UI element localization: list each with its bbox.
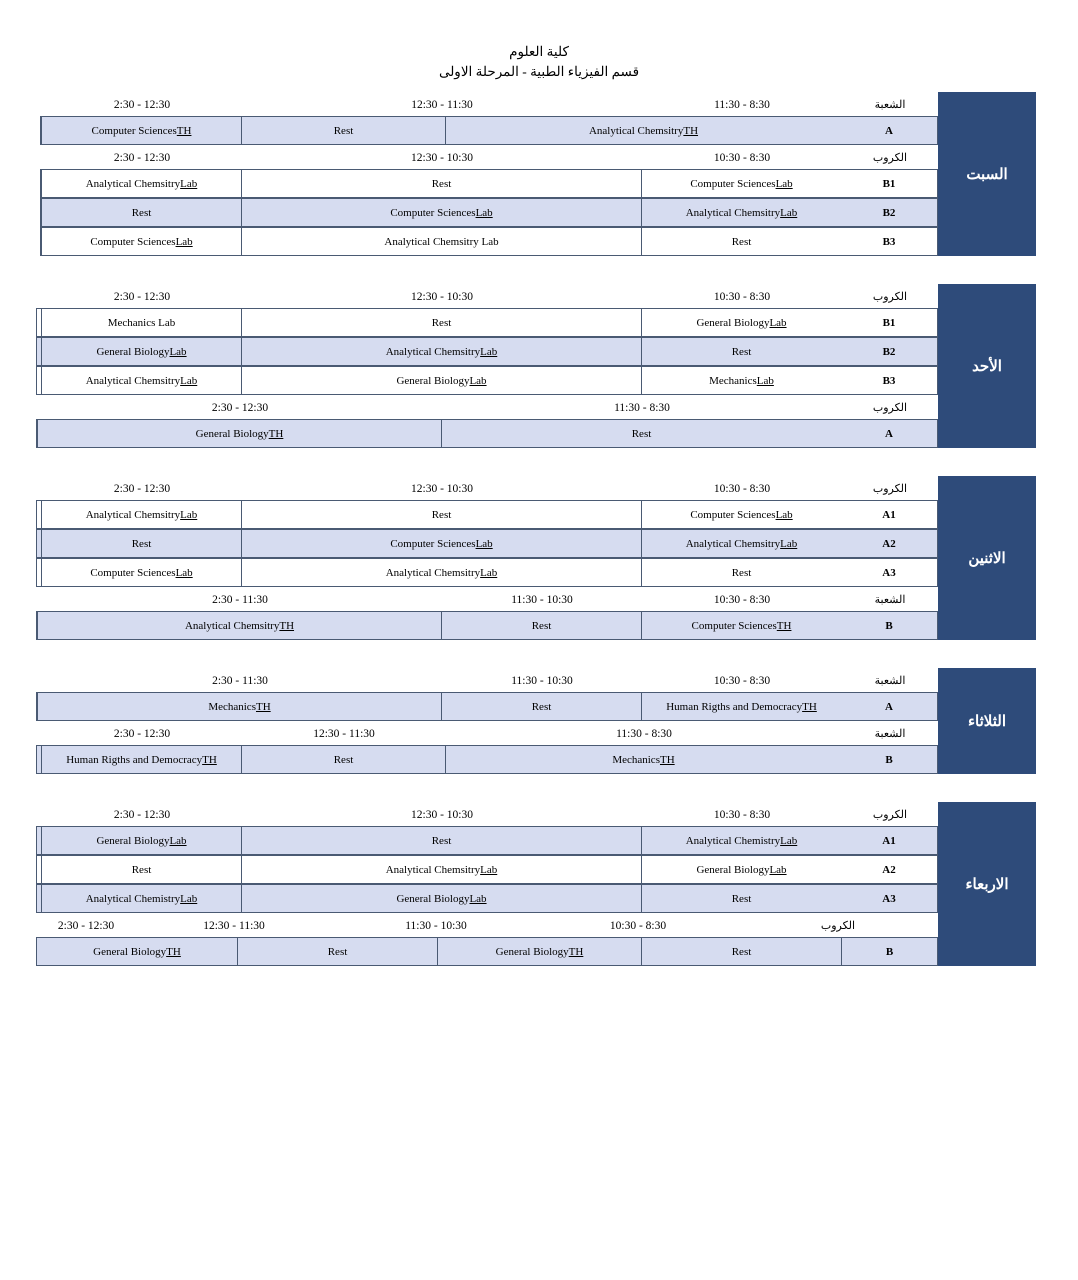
session-type: TH <box>568 946 584 958</box>
time-header-row <box>36 668 938 692</box>
block-spacer <box>0 774 1078 802</box>
table-row <box>36 826 938 855</box>
time-slot-label: 2:30 - 12:30 <box>57 919 115 932</box>
time-header-row <box>36 284 938 308</box>
table-row <box>36 558 938 587</box>
session-cell: Computer Sciences TH <box>41 117 241 144</box>
session-cell: Rest <box>641 938 841 965</box>
day-label: السبت <box>938 92 1036 256</box>
table-row <box>40 198 938 227</box>
session-cell: General Biology Lab <box>41 338 241 365</box>
session-cell: Rest <box>641 338 841 365</box>
table-row <box>40 169 938 198</box>
time-slot-label: 11:30 - 8:30 <box>614 401 670 414</box>
session-cell: Rest <box>441 693 641 720</box>
session-type: Lab <box>469 375 487 387</box>
time-header-row <box>36 476 938 500</box>
table-row <box>36 937 938 966</box>
time-slot-label: 11:30 - 8:30 <box>714 98 770 111</box>
time-slot-label: 10:30 - 8:30 <box>713 151 771 164</box>
session-cell: General Biology TH <box>37 420 441 447</box>
table-row <box>36 745 938 774</box>
session-type: TH <box>176 125 192 137</box>
time-header-row <box>36 395 938 419</box>
time-slot-label: 2:30 - 12:30 <box>211 401 269 414</box>
day-rows <box>36 802 938 966</box>
group-cell: B1 <box>882 178 896 190</box>
time-header-row <box>40 92 938 116</box>
session-cell: Rest <box>41 530 241 557</box>
group-cell: A1 <box>882 509 896 521</box>
time-header-row <box>36 721 938 745</box>
group-header-label: الكروب <box>820 920 856 932</box>
session-cell: Human Rigths and Democracy TH <box>41 746 241 773</box>
group-cell: B <box>841 938 937 965</box>
session-cell: Analytical Chemsitry Lab <box>641 199 841 226</box>
session-type: Lab <box>775 509 793 521</box>
session-type: Lab <box>475 538 493 550</box>
time-slot-label: 11:30 - 8:30 <box>616 727 672 740</box>
group-header-label: الكروب <box>872 291 908 303</box>
session-cell: Analytical Chemsitry TH <box>37 612 441 639</box>
time-slot-label: 12:30 - 10:30 <box>411 151 473 164</box>
session-type: Lab <box>780 835 798 847</box>
time-slot-label: 12:30 - 11:30 <box>411 98 473 111</box>
session-type: TH <box>802 701 817 713</box>
block-spacer <box>0 640 1078 668</box>
session-cell: Computer Sciences Lab <box>241 530 641 557</box>
table-row <box>36 611 938 640</box>
session-cell: Analytical Chemsitry Lab <box>41 367 241 394</box>
session-cell: Analytical Chemistry Lab <box>41 885 241 912</box>
session-cell: Analytical Chemsitry Lab <box>241 338 641 365</box>
day-rows <box>36 668 938 774</box>
session-type: Lab <box>480 346 498 358</box>
day-block-3 <box>0 668 1078 774</box>
time-slot-label: 2:30 - 12:30 <box>113 808 171 821</box>
group-cell: A3 <box>882 567 896 579</box>
time-slot-label: 12:30 - 11:30 <box>313 727 375 740</box>
session-type: Lab <box>175 236 193 248</box>
session-cell: Mechanics Lab <box>641 367 841 394</box>
day-label: الاربعاء <box>938 802 1036 966</box>
table-row <box>36 366 938 395</box>
session-type: TH <box>202 754 217 766</box>
session-cell: Rest <box>41 199 241 226</box>
session-type: Lab <box>175 567 193 579</box>
group-cell: A <box>885 428 893 440</box>
session-type: Lab <box>780 207 798 219</box>
time-slot-label: 2:30 - 12:30 <box>113 727 171 740</box>
session-cell: Mechanics Lab <box>41 309 241 336</box>
time-slot-label: 10:30 - 8:30 <box>609 919 667 932</box>
session-cell: Analytical Chemsitry Lab <box>641 530 841 557</box>
time-slot-label: 10:30 - 8:30 <box>713 808 771 821</box>
session-type: TH <box>166 946 181 958</box>
time-header-row <box>36 913 938 937</box>
session-type: TH <box>776 620 792 632</box>
table-row <box>36 692 938 721</box>
time-slot-label: 2:30 - 12:30 <box>113 482 171 495</box>
session-cell: Computer Sciences Lab <box>241 199 641 226</box>
time-slot-label: 12:30 - 10:30 <box>411 290 473 303</box>
table-row <box>36 308 938 337</box>
group-cell: B3 <box>882 375 896 387</box>
session-type: TH <box>279 620 295 632</box>
time-slot-label: 10:30 - 8:30 <box>713 674 771 687</box>
day-label: الأحد <box>938 284 1036 448</box>
group-cell: B2 <box>882 207 896 219</box>
table-row <box>36 855 938 884</box>
session-cell: Rest <box>241 170 641 197</box>
day-block-0 <box>0 92 1078 256</box>
group-cell: A2 <box>882 538 896 550</box>
group-cell: B <box>885 620 893 632</box>
session-cell: Analytical Chemistry Lab <box>641 827 841 854</box>
session-cell: Analytical Chemsitry Lab <box>241 228 641 255</box>
time-slot-label: 10:30 - 8:30 <box>713 482 771 495</box>
session-cell: Rest <box>441 420 841 447</box>
session-type: TH <box>255 701 271 713</box>
day-rows <box>40 92 938 256</box>
group-header-label: الشعبة <box>874 99 906 111</box>
session-type: Lab <box>180 178 198 190</box>
table-row <box>36 419 938 448</box>
session-type: Lab <box>180 509 198 521</box>
session-type: Lab <box>469 893 487 905</box>
day-rows <box>36 284 938 448</box>
department-name: قسم الفيزياء الطبية - المرحلة الاولى <box>438 64 640 79</box>
session-cell: Analytical Chemsitry Lab <box>241 856 641 883</box>
group-header-label: الشعبة <box>874 675 906 687</box>
group-header-label: الكروب <box>872 809 908 821</box>
time-header-row <box>40 145 938 169</box>
session-cell: Rest <box>641 228 841 255</box>
session-type: Lab <box>769 864 787 876</box>
time-slot-label: 2:30 - 12:30 <box>113 290 171 303</box>
session-type: Lab <box>756 375 774 387</box>
group-cell: B3 <box>882 236 896 248</box>
session-type: Lab <box>169 835 187 847</box>
document-header <box>0 0 1078 82</box>
table-row <box>36 884 938 913</box>
block-spacer <box>0 256 1078 284</box>
session-cell: Computer Sciences TH <box>641 612 841 639</box>
session-cell: Mechanics TH <box>37 693 441 720</box>
session-cell: Computer Sciences Lab <box>641 170 841 197</box>
group-header-label: الكروب <box>872 483 908 495</box>
session-type: Lab <box>180 893 198 905</box>
session-cell: General Biology TH <box>437 938 641 965</box>
table-row <box>36 337 938 366</box>
time-slot-label: 2:30 - 12:30 <box>113 98 171 111</box>
session-cell: General Biology Lab <box>241 367 641 394</box>
group-cell: A1 <box>882 835 896 847</box>
group-cell: A2 <box>882 864 896 876</box>
session-cell: Computer Sciences Lab <box>641 501 841 528</box>
group-cell: B <box>885 754 893 766</box>
time-slot-label: 12:30 - 10:30 <box>411 808 473 821</box>
session-cell: Computer Sciences Lab <box>41 559 241 586</box>
day-label: الثلاثاء <box>938 668 1036 774</box>
session-type: TH <box>659 754 675 766</box>
session-type: Lab <box>169 346 187 358</box>
group-header-label: الشعبة <box>874 728 906 740</box>
session-cell: Rest <box>241 309 641 336</box>
group-header-label: الكروب <box>872 402 908 414</box>
session-cell: Analytical Chemsitry Lab <box>241 559 641 586</box>
time-slot-label: 10:30 - 8:30 <box>713 593 771 606</box>
session-cell: General Biology Lab <box>641 309 841 336</box>
session-type: Lab <box>480 864 498 876</box>
table-row <box>36 500 938 529</box>
group-cell: B1 <box>882 317 896 329</box>
session-type: TH <box>268 428 284 440</box>
group-cell: A3 <box>882 893 896 905</box>
group-header-label: الكروب <box>872 152 908 164</box>
time-slot-label: 2:30 - 12:30 <box>113 151 171 164</box>
session-cell: General Biology Lab <box>641 856 841 883</box>
session-type: Lab <box>475 207 493 219</box>
day-block-1 <box>0 284 1078 448</box>
session-cell: Mechanics TH <box>445 746 841 773</box>
table-row <box>40 116 938 145</box>
session-cell: General Biology TH <box>93 946 181 958</box>
time-slot-label: 10:30 - 8:30 <box>713 290 771 303</box>
session-cell: Rest <box>41 856 241 883</box>
session-cell: Human Rigths and Democracy TH <box>641 693 841 720</box>
table-row <box>36 529 938 558</box>
days-container <box>0 82 1078 966</box>
day-block-2 <box>0 476 1078 640</box>
block-spacer <box>0 448 1078 476</box>
day-label: الاثنين <box>938 476 1036 640</box>
time-slot-label: 2:30 - 11:30 <box>212 593 268 606</box>
session-cell: Rest <box>241 501 641 528</box>
group-header-label: الشعبة <box>874 594 906 606</box>
session-type: Lab <box>480 567 498 579</box>
time-slot-label: 11:30 - 10:30 <box>511 593 573 606</box>
session-cell: Rest <box>441 612 641 639</box>
time-slot-label: 11:30 - 10:30 <box>405 919 467 932</box>
time-header-row <box>36 587 938 611</box>
time-slot-label: 11:30 - 10:30 <box>511 674 573 687</box>
faculty-name: كلية العلوم <box>509 44 569 59</box>
session-cell: Computer Sciences Lab <box>41 228 241 255</box>
session-cell: General Biology Lab <box>241 885 641 912</box>
time-slot-label: 12:30 - 11:30 <box>203 919 265 932</box>
time-slot-label: 2:30 - 11:30 <box>212 674 268 687</box>
time-slot-label: 12:30 - 10:30 <box>411 482 473 495</box>
table-row <box>40 227 938 256</box>
block-spacer <box>0 82 1078 92</box>
session-type: Lab <box>775 178 793 190</box>
session-cell: General Biology Lab <box>41 827 241 854</box>
session-cell: Rest <box>241 117 445 144</box>
time-header-row <box>36 802 938 826</box>
session-cell: Analytical Chemsitry Lab <box>41 170 241 197</box>
session-cell: Rest <box>237 938 437 965</box>
session-cell: Rest <box>641 885 841 912</box>
session-cell: Analytical Chemsitry TH <box>445 117 841 144</box>
session-type: Lab <box>769 317 787 329</box>
session-cell: Rest <box>241 827 641 854</box>
session-type: Lab <box>180 375 198 387</box>
group-cell: A <box>885 701 893 713</box>
group-cell: A <box>885 125 893 137</box>
day-block-4 <box>0 802 1078 966</box>
group-cell: B2 <box>882 346 896 358</box>
session-type: Lab <box>780 538 798 550</box>
day-rows <box>36 476 938 640</box>
session-cell: Rest <box>241 746 445 773</box>
session-type: TH <box>683 125 699 137</box>
session-cell: Analytical Chemsitry Lab <box>41 501 241 528</box>
session-cell: Rest <box>641 559 841 586</box>
